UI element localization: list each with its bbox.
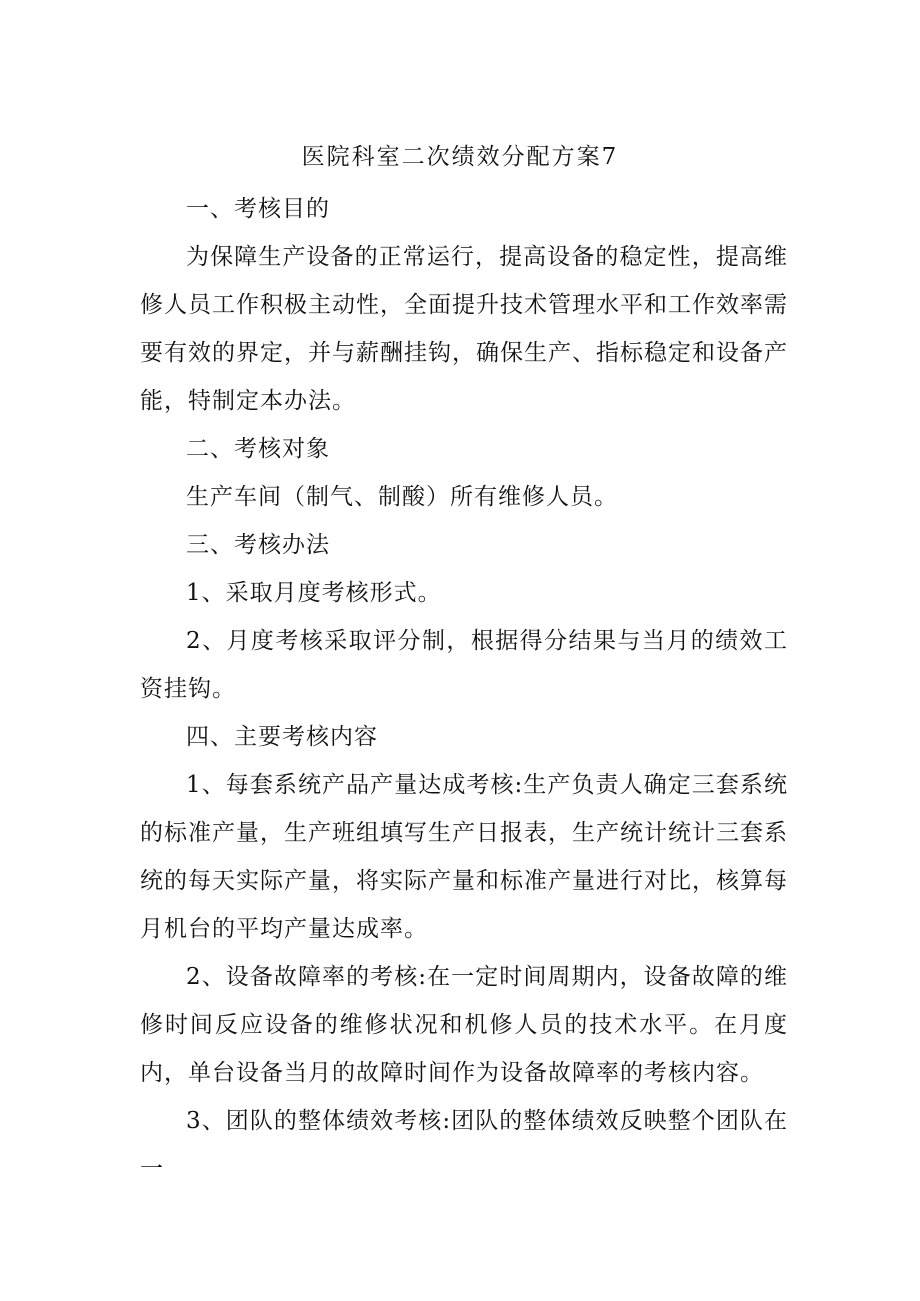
section-heading-content: 四、主要考核内容 bbox=[186, 724, 378, 750]
section-heading-target: 二、考核对象 bbox=[186, 436, 330, 462]
paragraph-content-2: 2、设备故障率的考核:在一定时间周期内，设备故障的维修时间反应设备的维修状况和机修人员的技术水平。在月度内，单台设备当月的故障时间作为设备故障率的考核内容。 bbox=[140, 964, 788, 1086]
paragraph-content-3: 3、团队的整体绩效考核:团队的整体绩效反映整个团队在一 bbox=[140, 1108, 788, 1182]
paragraph-purpose: 为保障生产设备的正常运行，提高设备的稳定性，提高维修人员工作积极主动性，全面提升技术管理水平和工作效率需要有效的界定，并与薪酬挂钩，确保生产、指标稳定和设备产能，特制定本办法。 bbox=[140, 244, 788, 414]
document-title: 医院科室二次绩效分配方案7 bbox=[301, 144, 619, 170]
paragraph-method-2: 2、月度考核采取评分制，根据得分结果与当月的绩效工资挂钩。 bbox=[140, 628, 788, 702]
section-heading-method: 三、考核办法 bbox=[186, 532, 330, 558]
document-body bbox=[140, 185, 788, 1193]
section-heading-purpose: 一、考核目的 bbox=[186, 196, 330, 222]
paragraph-content-1: 1、每套系统产品产量达成考核:生产负责人确定三套系统的标准产量，生产班组填写生产日报表，生产统计统计三套系统的每天实际产量，将实际产量和标准产量进行对比，核算每月机台的平均产量达成率。 bbox=[140, 772, 788, 942]
paragraph-method-1: 1、采取月度考核形式。 bbox=[186, 580, 442, 606]
paragraph-target: 生产车间（制气、制酸）所有维修人员。 bbox=[186, 484, 618, 510]
